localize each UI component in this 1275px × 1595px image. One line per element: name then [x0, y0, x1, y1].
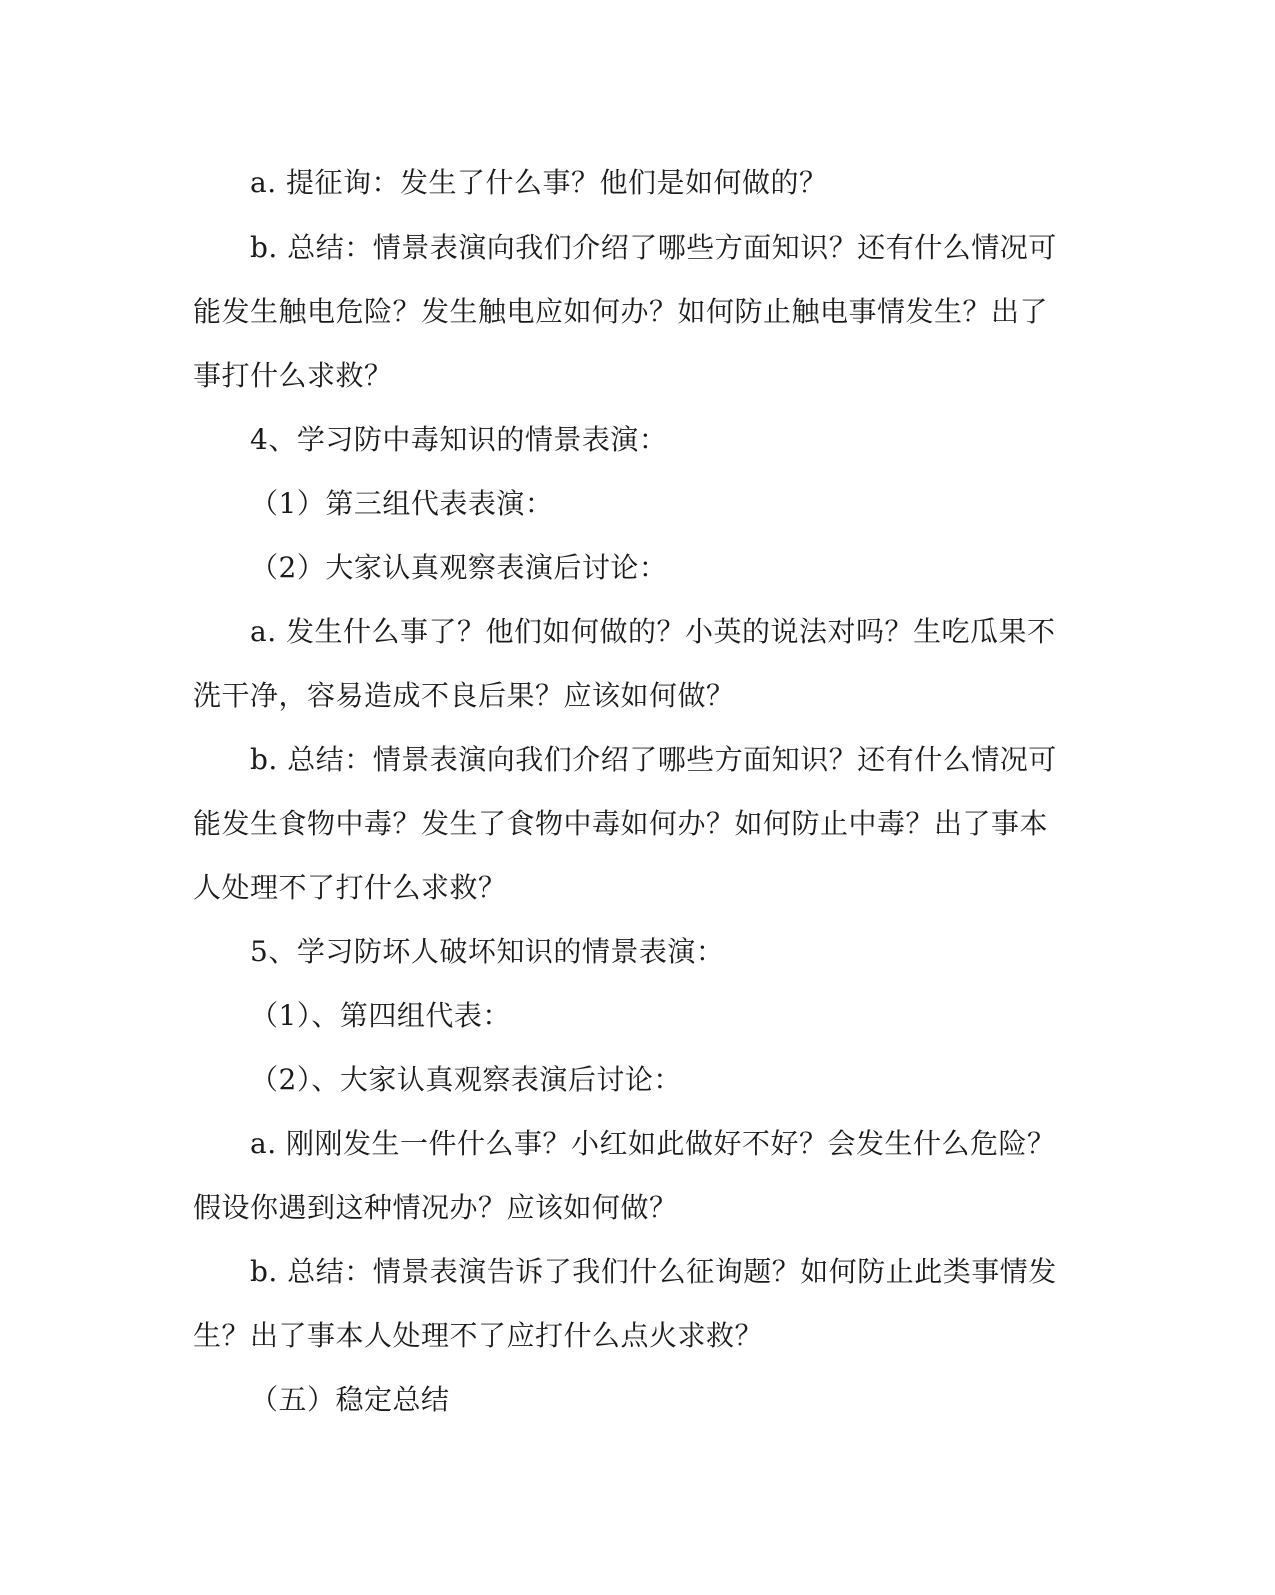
paragraph-line: 能发生食物中毒？发生了食物中毒如何办？如何防止中毒？出了事本: [193, 807, 1049, 840]
paragraph-line: a. 刚刚发生一件什么事？小红如此做好不好？会发生什么危险？: [250, 1127, 1056, 1160]
paragraph-line: a. 发生什么事了？他们如何做的？小英的说法对吗？生吃瓜果不: [250, 615, 1056, 648]
paragraph-line: b. 总结：情景表演告诉了我们什么征询题？如何防止此类事情发: [250, 1255, 1057, 1288]
paragraph-line: （1）第三组代表表演：: [250, 487, 554, 520]
paragraph-line: 生？出了事本人处理不了应打什么点火求救？: [193, 1319, 764, 1352]
section-heading: 4、学习防中毒知识的情景表演：: [250, 423, 668, 456]
paragraph-line: 事打什么求救？: [193, 359, 393, 392]
paragraph-line: 能发生触电危险？发生触电应如何办？如何防止触电事情发生？出了: [193, 295, 1049, 328]
paragraph-line: （2）大家认真观察表演后讨论：: [250, 551, 668, 584]
paragraph-line: （1）、第四组代表：: [250, 999, 511, 1032]
section-heading: （五）稳定总结: [250, 1383, 450, 1416]
paragraph-line: 人处理不了打什么求救？: [193, 871, 507, 904]
paragraph-line: （2）、大家认真观察表演后讨论：: [250, 1063, 682, 1096]
section-heading: 5、学习防坏人破坏知识的情景表演：: [250, 935, 725, 968]
paragraph-line: b. 总结：情景表演向我们介绍了哪些方面知识？还有什么情况可: [250, 743, 1057, 776]
paragraph-line: 假设你遇到这种情况办？应该如何做？: [193, 1191, 678, 1224]
paragraph-line: a. 提征询：发生了什么事？他们是如何做的？: [250, 166, 828, 199]
paragraph-line: 洗干净，容易造成不良后果？应该如何做？: [193, 679, 735, 712]
paragraph-line: b. 总结：情景表演向我们介绍了哪些方面知识？还有什么情况可: [250, 231, 1057, 264]
